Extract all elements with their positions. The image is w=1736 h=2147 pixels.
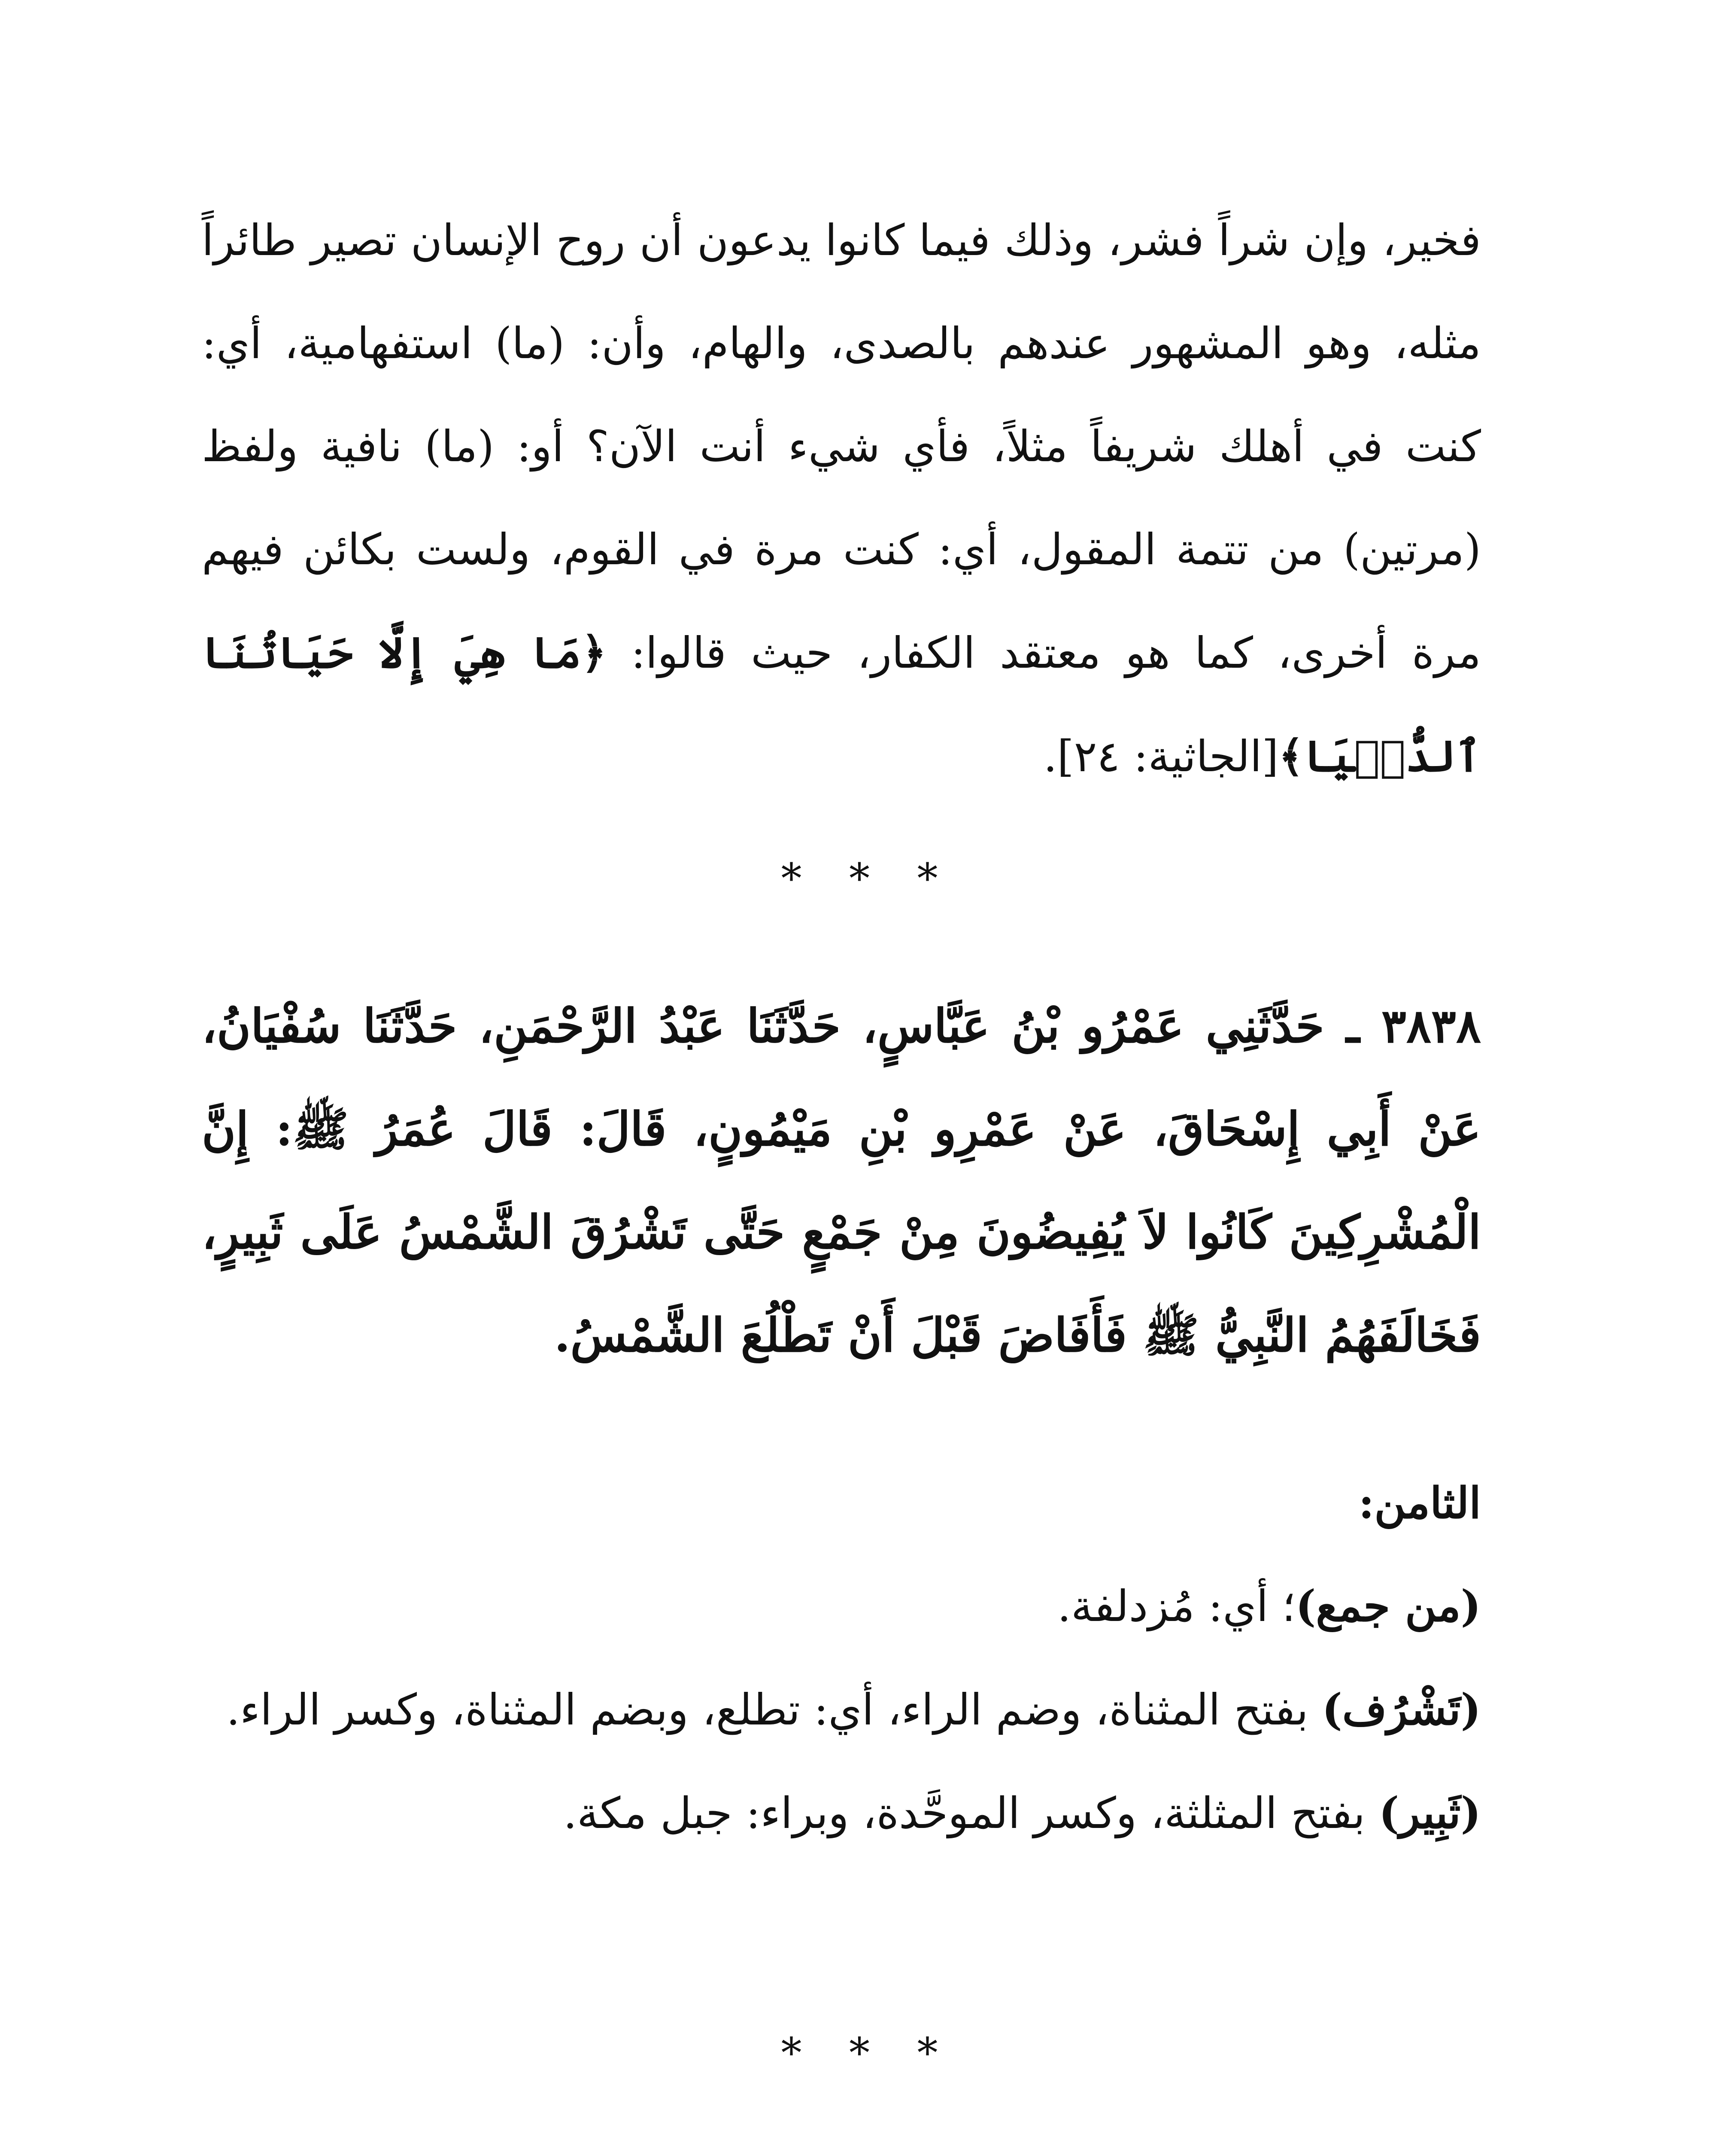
- note-text: بفتح المثلثة، وكسر الموحَّدة، وبراء: جبل مكة.: [563, 1788, 1379, 1838]
- commentary-paragraph: [202, 189, 1481, 808]
- note-text: بفتح المثناة، وضم الراء، أي: تطلع، وبضم المثناة، وكسر الراء.: [226, 1685, 1322, 1735]
- commentary-text: فخير، وإن شراً فشر، وذلك فيما كانوا يدعون أن روح الإنسان تصير طائراً مثله، وهو المشهور عندهم بالصدى، والهام، وأن: (ما) استفهامية، أي: كنت في أهلك شريفاً مثلاً، فأي شيء أنت الآن؟ أو: (ما) نافية ولفظ (مرتين) من تتمة المقول، أي: كنت مرة في القوم، ولست بكائن فيهم مرة أخرى، كما هو معتقد الكفار، حيث قالوا:: [202, 215, 1481, 678]
- notes-heading: الثامن:: [1358, 1478, 1481, 1528]
- section-separator: * * *: [781, 2029, 955, 2077]
- note-term: (من جمع): [1296, 1581, 1481, 1631]
- explanatory-notes: [202, 1451, 1481, 1865]
- hadith-3838: ٣٨٣٨ ـ حَدَّثَنِي عَمْرُو بْنُ عَبَّاسٍ، حَدَّثَنَا عَبْدُ الرَّحْمَنِ، حَدَّثَنَا سُفْيَانُ، عَنْ أَبِي إِسْحَاقَ، عَنْ عَمْرِو بْنِ مَيْمُونٍ، قَالَ: قَالَ عُمَرُ ﷺ: إِنَّ الْمُشْرِكِينَ كَانُوا لاَ يُفِيضُونَ مِنْ جَمْعٍ حَتَّى تَشْرُقَ الشَّمْسُ عَلَى ثَبِيرٍ، فَخَالَفَهُمُ النَّبِيُّ ﷺ فَأَفَاضَ قَبْلَ أَنْ تَطْلُعَ الشَّمْسُ.: [202, 999, 1481, 1362]
- quran-quote: ﴿مَا هِيَ إِلَّا حَيَاتُنَا ٱلدُّنۡيَا﴾: [202, 627, 1481, 782]
- note-item: [202, 1761, 1481, 1865]
- note-term: (تَشْرُف): [1322, 1684, 1481, 1735]
- section-separator: * * *: [781, 855, 955, 903]
- note-text: ؛ أي: مُزدلفة.: [1057, 1581, 1296, 1631]
- note-term: (ثَبِير): [1379, 1788, 1481, 1838]
- note-item: [202, 1554, 1481, 1658]
- quran-citation: [الجاثية: ٢٤].: [1043, 731, 1279, 782]
- note-item: [202, 1658, 1481, 1761]
